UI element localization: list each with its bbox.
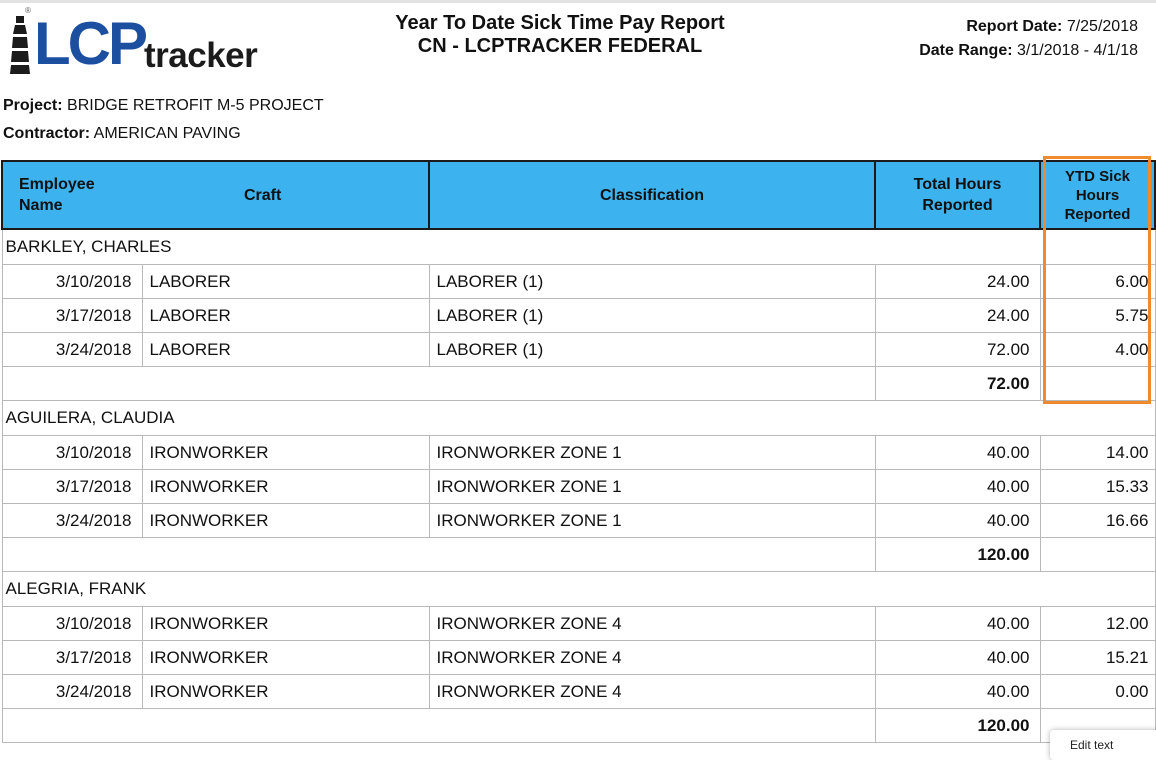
cell-classification: LABORER (1) <box>429 299 875 333</box>
date-range-value: 3/1/2018 - 4/1/18 <box>1017 42 1138 59</box>
table-header-row <box>2 161 1155 229</box>
cell-craft: IRONWORKER <box>142 470 429 504</box>
header-total-hours <box>875 161 1040 229</box>
subtotal-spacer <box>2 538 875 572</box>
cell-ytd-sick: 15.21 <box>1040 641 1155 675</box>
cell-date: 3/10/2018 <box>2 607 142 641</box>
table-row <box>2 641 1155 675</box>
sick-time-table <box>1 160 1156 743</box>
cell-total-hours: 40.00 <box>875 436 1040 470</box>
cell-date: 3/24/2018 <box>2 333 142 367</box>
project-value: BRIDGE RETROFIT M-5 PROJECT <box>67 97 324 114</box>
logo-tracker-text: tracker <box>144 36 258 75</box>
report-date-label: Report Date: <box>966 18 1063 35</box>
cell-total-hours: 40.00 <box>875 641 1040 675</box>
cell-craft: LABORER <box>142 333 429 367</box>
subtotal-spacer <box>2 367 875 401</box>
cell-ytd-sick: 5.75 <box>1040 299 1155 333</box>
cell-ytd-sick: 14.00 <box>1040 436 1155 470</box>
table-row <box>2 333 1155 367</box>
cell-date: 3/10/2018 <box>2 265 142 299</box>
contractor-line <box>3 124 241 144</box>
header-total-l2: Reported <box>922 197 993 214</box>
employee-name: ALEGRIA, FRANK <box>2 572 1155 607</box>
cell-date: 3/17/2018 <box>2 299 142 333</box>
cell-ytd-sick: 6.00 <box>1040 265 1155 299</box>
header-ytd-sick <box>1040 161 1155 229</box>
project-line <box>3 96 324 116</box>
header-ytd-l3: Reported <box>1064 205 1131 223</box>
report-subtitle: CN - LCPTRACKER FEDERAL <box>417 35 703 57</box>
subtotal-hours: 72.00 <box>875 367 1040 401</box>
cell-ytd-sick: 4.00 <box>1040 333 1155 367</box>
subtotal-hours: 120.00 <box>875 538 1040 572</box>
cell-ytd-sick: 15.33 <box>1040 470 1155 504</box>
cell-craft: LABORER <box>142 299 429 333</box>
cell-date: 3/24/2018 <box>2 675 142 709</box>
employee-group-row <box>2 401 1155 436</box>
report-date-value: 7/25/2018 <box>1066 18 1138 35</box>
subtotal-spacer <box>2 709 875 743</box>
cell-ytd-sick: 12.00 <box>1040 607 1155 641</box>
subtotal-row <box>2 709 1155 743</box>
cell-date: 3/17/2018 <box>2 641 142 675</box>
header-ytd-l1: YTD Sick <box>1064 167 1131 185</box>
contractor-label: Contractor: <box>3 125 91 142</box>
cell-date: 3/10/2018 <box>2 436 142 470</box>
cell-total-hours: 72.00 <box>875 333 1040 367</box>
report-meta <box>919 15 1138 63</box>
cell-craft: IRONWORKER <box>142 675 429 709</box>
employee-group-row <box>2 229 1155 265</box>
subtotal-row <box>2 367 1155 401</box>
logo-lcp-text: LCP <box>34 10 145 77</box>
contractor-value: AMERICAN PAVING <box>93 125 241 142</box>
report-title: Year To Date Sick Time Pay Report <box>395 12 725 34</box>
cell-classification: IRONWORKER ZONE 1 <box>429 504 875 538</box>
date-range-label: Date Range: <box>919 42 1013 59</box>
cell-craft: IRONWORKER <box>142 436 429 470</box>
subtotal-ytd-empty <box>1040 538 1155 572</box>
subtotal-ytd-empty <box>1040 367 1155 401</box>
header-classification: Classification <box>429 161 875 229</box>
cell-total-hours: 40.00 <box>875 607 1040 641</box>
cell-ytd-sick: 0.00 <box>1040 675 1155 709</box>
cell-ytd-sick: 16.66 <box>1040 504 1155 538</box>
edit-text-label[interactable]: Edit text <box>1070 738 1114 752</box>
cell-classification: IRONWORKER ZONE 1 <box>429 470 875 504</box>
cell-classification: IRONWORKER ZONE 4 <box>429 607 875 641</box>
table-row <box>2 607 1155 641</box>
cell-classification: IRONWORKER ZONE 4 <box>429 675 875 709</box>
cell-total-hours: 24.00 <box>875 299 1040 333</box>
edit-text-popup[interactable] <box>1050 730 1156 760</box>
cell-classification: LABORER (1) <box>429 333 875 367</box>
employee-name: AGUILERA, CLAUDIA <box>2 401 1155 436</box>
table-row <box>2 299 1155 333</box>
cell-classification: LABORER (1) <box>429 265 875 299</box>
table-row <box>2 470 1155 504</box>
header-craft: Craft <box>142 161 429 229</box>
cell-craft: LABORER <box>142 265 429 299</box>
header-total-l1: Total Hours <box>913 176 1002 193</box>
cell-craft: IRONWORKER <box>142 504 429 538</box>
cell-total-hours: 40.00 <box>875 675 1040 709</box>
cell-craft: IRONWORKER <box>142 641 429 675</box>
cell-classification: IRONWORKER ZONE 4 <box>429 641 875 675</box>
report-title-block <box>300 12 820 58</box>
date-range-line <box>919 39 1138 63</box>
cell-classification: IRONWORKER ZONE 1 <box>429 436 875 470</box>
header-ytd-l2: Hours <box>1075 186 1120 204</box>
lcptracker-logo <box>4 6 264 78</box>
cell-total-hours: 24.00 <box>875 265 1040 299</box>
table-row <box>2 504 1155 538</box>
top-border <box>0 0 1156 3</box>
cell-date: 3/17/2018 <box>2 470 142 504</box>
table-row <box>2 675 1155 709</box>
header-employee-name: Employee Name <box>2 161 142 229</box>
table-row <box>2 436 1155 470</box>
subtotal-hours: 120.00 <box>875 709 1040 743</box>
employee-name: BARKLEY, CHARLES <box>2 229 1155 265</box>
lighthouse-icon <box>10 16 30 74</box>
cell-craft: IRONWORKER <box>142 607 429 641</box>
subtotal-row <box>2 538 1155 572</box>
cell-total-hours: 40.00 <box>875 470 1040 504</box>
cell-date: 3/24/2018 <box>2 504 142 538</box>
project-label: Project: <box>3 97 63 114</box>
table-row <box>2 265 1155 299</box>
employee-group-row <box>2 572 1155 607</box>
registered-mark: ® <box>25 6 31 15</box>
cell-total-hours: 40.00 <box>875 504 1040 538</box>
report-date-line <box>919 15 1138 39</box>
